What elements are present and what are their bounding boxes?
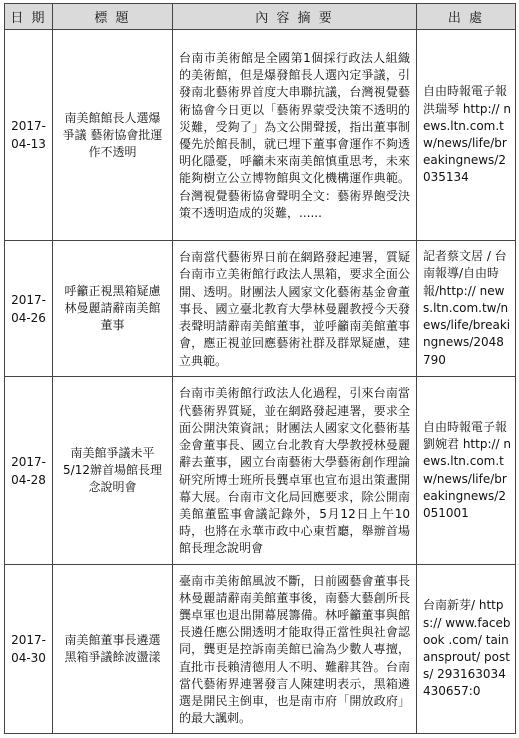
source-cell: 記者蔡文居 / 台南報導/自由時報/http:// news.ltn.com.tw/news/life/breakingnews/2048790 [417, 241, 516, 377]
date-year: 2017- [11, 119, 46, 133]
table-row [5, 377, 516, 565]
title-cell: 南美館董事長遴選黑箱爭議餘波盪漾 [53, 565, 173, 734]
source-cell: 自由時報電子報洪瑞琴 http:// news.ltn.com.tw/news/life/breakingnews/2035134 [417, 30, 516, 241]
title-cell: 南美館館長人選爆爭議 藝術協會批運作不透明 [53, 30, 173, 241]
date-cell [5, 377, 53, 565]
table-row [5, 565, 516, 734]
source-cell: 自由時報電子報劉婉君 http:// news.ltn.com.tw/news/life/breakingnews/2051001 [417, 377, 516, 565]
header-title: 標 題 [53, 4, 173, 30]
source-cell: 台南新芽/ https:// www.facebook .com/ tainansprout/ posts/ 293163034430657:0 [417, 565, 516, 734]
table-row [5, 241, 516, 377]
date-monthday: 04-26 [11, 310, 46, 325]
date-cell [5, 241, 53, 377]
news-table [4, 3, 516, 734]
date-year: 2017- [11, 292, 46, 307]
content-cell: 台南市美術館行政法人化過程，引來台南當代藝術界質疑，並在網路發起連署，要求全面公開決策資訊；財團法人國家文化藝術基金會董事長、國立台北教育大學教授林曼麗辭去董事，國立台南藝術大學藝術創作理論研究所博士班所長龔卓軍也宣布退出策畫開幕大展。台南市文化局回應要求，除公開南美館董監事會議記錄外，5月12日上午10時，也將在永華市政中心東哲廳，舉辦首場館長理念說明會 [173, 377, 417, 565]
content-cell: 台南市美術館是全國第1個採行政法人組織的美術館，但是爆發館長人選內定爭議，引發南北藝術界首度大串聯抗議，台灣視覺藝術協會今日更以「藝術界蒙受決策不透明的災難，受夠了」為文公開聲援，指出董事制優先於館長制，就已埋下董事會運作不夠透明化隱憂，呼籲未來南美館慎重思考，未來能夠樹立公立博物館與文化機構運作典範。台灣視覺藝術協會聲明全文：藝術界飽受決策不透明造成的災難，...... [173, 30, 417, 241]
date-monthday: 04-30 [11, 651, 46, 665]
date-cell [5, 30, 53, 241]
date-monthday: 04-28 [11, 472, 46, 487]
content-cell: 台南當代藝術界日前在網路發起連署，質疑台南市立美術館行政法人黑箱，要求全面公開、透明。財團法人國家文化藝術基金會董事長、國立臺北教育大學林曼麗教授今天發表聲明請辭南美館董事，並呼籲南美館董事會，應正視並回應藝術社群及群眾疑慮，建立典範。 [173, 241, 417, 377]
table-row [5, 30, 516, 241]
date-year: 2017- [11, 454, 46, 469]
date-monthday: 04-13 [11, 137, 46, 151]
table-header-row [5, 4, 516, 30]
date-cell [5, 565, 53, 734]
header-date: 日 期 [5, 4, 53, 30]
title-cell: 呼籲正視黑箱疑慮 林曼麗請辭南美館董事 [53, 241, 173, 377]
title-cell: 南美館爭議未平 5/12辦首場館長理念說明會 [53, 377, 173, 565]
date-year: 2017- [11, 633, 46, 647]
content-cell: 臺南市美術館風波不斷，日前國藝會董事長林曼麗請辭南美館董事後，南藝大藝創所長龔卓軍也退出開幕展籌備。林呼籲董事與館長遴任應公開透明才能取得正當性與社會認同，龔更是控訴南美館已淪為少數人專擅，直批市長賴清德用人不明、難辭其咎。台南當代藝術界連署發言人陳建明表示，黑箱遴選是開民主倒車，也是南市府「開放政府」的最大諷刺。 [173, 565, 417, 734]
header-content: 內 容 摘 要 [173, 4, 417, 30]
header-source: 出 處 [417, 4, 516, 30]
